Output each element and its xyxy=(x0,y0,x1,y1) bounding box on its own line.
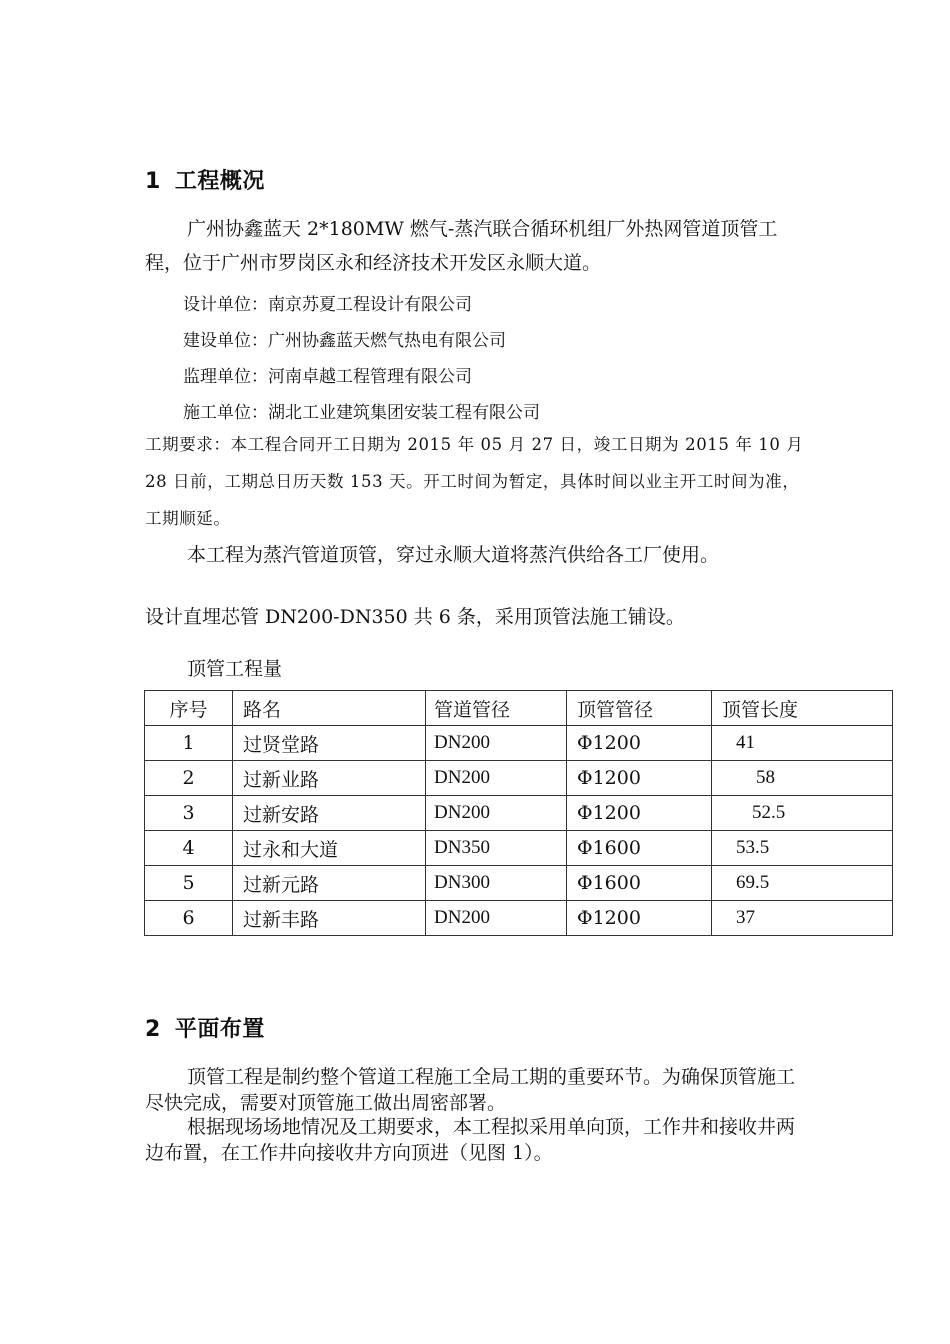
header-jacking-length: 顶管长度 xyxy=(712,691,893,726)
cell-seq: 3 xyxy=(145,796,233,831)
header-seq: 序号 xyxy=(145,691,233,726)
section-2-title: 平面布置 xyxy=(174,1017,265,1042)
table-row xyxy=(145,796,893,831)
cell-jacking-length: 69.5 xyxy=(712,866,893,901)
supervision-unit: 监理单位：河南卓越工程管理有限公司 xyxy=(183,367,472,387)
cell-jacking-length: 58 xyxy=(712,761,893,796)
table-header-row xyxy=(145,691,893,726)
cell-road: 过贤堂路 xyxy=(233,726,426,761)
table-row xyxy=(145,831,893,866)
cell-seq: 6 xyxy=(145,901,233,936)
cell-pipe-diameter: DN300 xyxy=(426,866,567,901)
layout-paragraph-2: 根据现场场地情况及工期要求，本工程拟采用单向顶，工作井和接收井两边布置，在工作井向接收井方向顶进（见图 1）。 xyxy=(145,1116,796,1164)
section-1-title: 工程概况 xyxy=(174,169,265,194)
jacking-quantity-table xyxy=(144,690,893,936)
cell-jacking-diameter: Φ1600 xyxy=(567,866,712,901)
project-intro: 广州协鑫蓝天 2*180MW 燃气-蒸汽联合循环机组厂外热网管道顶管工程，位于广州市罗岗区永和经济技术开发区永顺大道。 xyxy=(145,218,778,274)
cell-seq: 2 xyxy=(145,761,233,796)
cell-pipe-diameter: DN350 xyxy=(426,831,567,866)
cell-seq: 5 xyxy=(145,866,233,901)
cell-jacking-length: 52.5 xyxy=(712,796,893,831)
table-row xyxy=(145,761,893,796)
header-pipe-diameter: 管道管径 xyxy=(426,691,567,726)
cell-seq: 4 xyxy=(145,831,233,866)
construction-owner: 建设单位：广州协鑫蓝天燃气热电有限公司 xyxy=(183,331,506,351)
cell-jacking-diameter: Φ1200 xyxy=(567,761,712,796)
cell-pipe-diameter: DN200 xyxy=(426,761,567,796)
cell-pipe-diameter: DN200 xyxy=(426,726,567,761)
cell-jacking-diameter: Φ1600 xyxy=(567,831,712,866)
header-jacking-diameter: 顶管管径 xyxy=(567,691,712,726)
cell-road: 过新业路 xyxy=(233,761,426,796)
table-caption: 顶管工程量 xyxy=(187,658,283,680)
cell-jacking-length: 41 xyxy=(712,726,893,761)
section-1-heading xyxy=(145,164,265,195)
header-road: 路名 xyxy=(233,691,426,726)
project-purpose: 本工程为蒸汽管道顶管，穿过永顺大道将蒸汽供给各工厂使用。 xyxy=(187,544,720,566)
design-description: 设计直埋芯管 DN200-DN350 共 6 条，采用顶管法施工铺设。 xyxy=(145,606,685,628)
section-2-number: 2 xyxy=(145,1017,161,1042)
cell-jacking-diameter: Φ1200 xyxy=(567,901,712,936)
cell-jacking-length: 53.5 xyxy=(712,831,893,866)
section-2-heading xyxy=(145,1012,265,1043)
table-row xyxy=(145,726,893,761)
cell-jacking-diameter: Φ1200 xyxy=(567,796,712,831)
cell-pipe-diameter: DN200 xyxy=(426,796,567,831)
layout-paragraph-1: 顶管工程是制约整个管道工程施工全局工期的重要环节。为确保顶管施工尽快完成，需要对顶管施工做出周密部署。 xyxy=(145,1066,796,1114)
schedule-requirement: 工期要求：本工程合同开工日期为 2015 年 05 月 27 日，竣工日期为 2015 年 10 月 28 日前，工期总日历天数 153 天。开工时间为暂定，具体时间以业主开工时间为准，工期顺延。 xyxy=(145,435,804,528)
cell-road: 过永和大道 xyxy=(233,831,426,866)
cell-road: 过新元路 xyxy=(233,866,426,901)
cell-road: 过新丰路 xyxy=(233,901,426,936)
cell-pipe-diameter: DN200 xyxy=(426,901,567,936)
cell-jacking-diameter: Φ1200 xyxy=(567,726,712,761)
cell-road: 过新安路 xyxy=(233,796,426,831)
cell-jacking-length: 37 xyxy=(712,901,893,936)
cell-seq: 1 xyxy=(145,726,233,761)
table-row xyxy=(145,866,893,901)
contractor-unit: 施工单位：湖北工业建筑集团安装工程有限公司 xyxy=(183,403,540,423)
table-row xyxy=(145,901,893,936)
section-1-number: 1 xyxy=(145,169,161,194)
design-unit: 设计单位：南京苏夏工程设计有限公司 xyxy=(183,295,472,315)
